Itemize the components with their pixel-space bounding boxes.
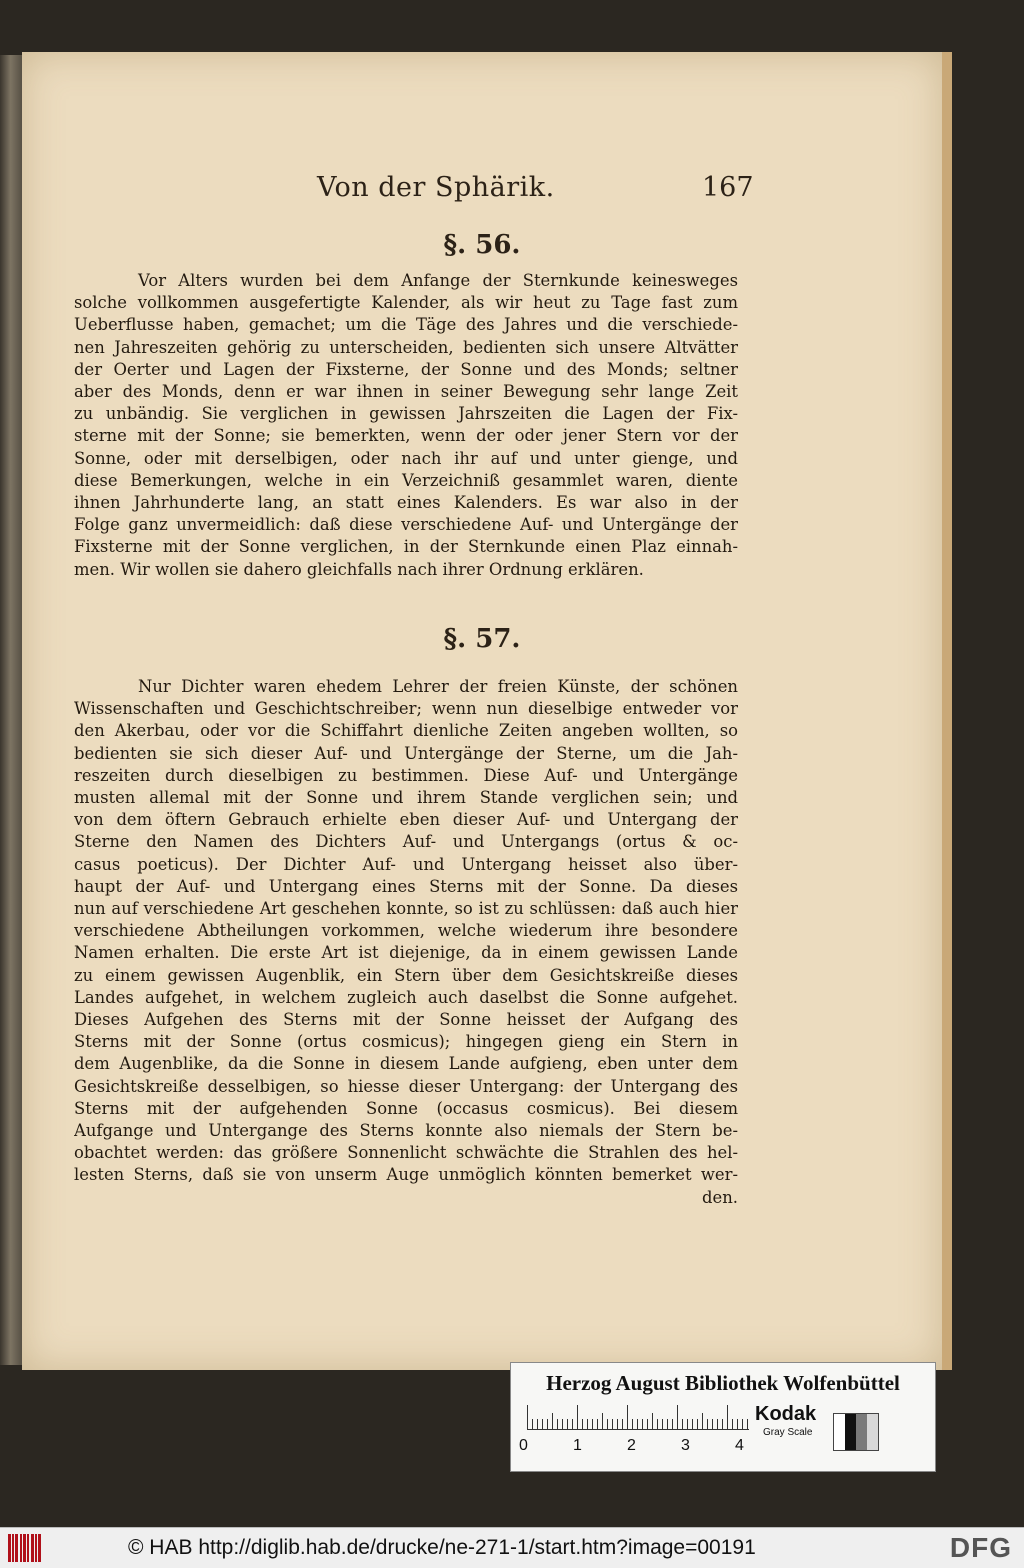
running-head-title: Von der Sphärik. [317,172,555,203]
barcode-bar [23,1534,26,1562]
text-line: Wissenschaften und Geschichtschreiber; wenn nun dieselbige entweder vor [74,699,738,719]
text-line: dem Augenblike, da die Sonne in diesem Lande aufgieng, eben unter dem [74,1054,738,1074]
running-head [22,172,942,212]
dfg-logo: DFG [949,1532,1012,1563]
ruler-number: 1 [573,1437,582,1454]
ruler-tick [537,1419,538,1429]
ruler-number: 4 [735,1437,744,1454]
text-line: Gesichtskreiße desselbigen, so hiesse dieser Untergang: der Untergang des [74,1076,738,1096]
text-line: den Akerbau, oder vor die Schiffahrt dienliche Zeiten angeben wollten, so [74,721,738,741]
text-line: verschiedene Abtheilungen vorkommen, welche wiederum ihre besondere [74,921,738,941]
text-line: haupt der Auf- und Untergang eines Sterns mit der Sonne. Da dieses [74,876,738,896]
ruler-tick [597,1419,598,1429]
ruler-number: 2 [627,1437,636,1454]
ruler-number: 3 [681,1437,690,1454]
gray-scale-label: Gray Scale [763,1427,813,1438]
section-57-text [74,676,738,1209]
ruler-tick [677,1405,678,1429]
ruler-tick [592,1419,593,1429]
barcode-bar [8,1534,11,1562]
text-line: Ueberflusse haben, gemachet; um die Täge des Jahres und die verschiede- [74,315,738,335]
ruler-tick [662,1419,663,1429]
ruler-number: 0 [519,1437,528,1454]
gray-scale-swatches [833,1413,879,1451]
ruler-tick [682,1419,683,1429]
ruler-tick [672,1419,673,1429]
library-label-card [510,1362,936,1472]
kodak-brand: Kodak [755,1403,817,1425]
text-line: diese Bemerkungen, welche in ein Verzeichniß gesammlet waren, diente [74,470,738,490]
ruler-tick [562,1419,563,1429]
ruler-tick [532,1419,533,1429]
swatch-gray [856,1414,867,1450]
ruler-numbers [519,1437,759,1459]
ruler-tick [687,1419,688,1429]
ruler-tick [567,1419,568,1429]
hab-barcode-icon [8,1534,42,1562]
text-line: ihnen Jahrhunderte lang, an statt eines Kalenders. Es war also in der [74,493,738,513]
ruler-tick [707,1419,708,1429]
text-line: Vor Alters wurden bei dem Anfange der Sternkunde keinesweges [138,271,738,290]
text-line: obachtet werden: das größere Sonnenlicht schwächte die Strahlen des hel- [74,1143,738,1163]
ruler-tick [737,1419,738,1429]
ruler-tick [617,1419,618,1429]
barcode-bar [38,1534,41,1562]
ruler-tick [697,1419,698,1429]
ruler-tick [527,1405,528,1429]
text-line: sterne mit der Sonne; sie bemerkten, wenn der oder jener Stern vor der [74,426,738,446]
section-heading-57: §. 57. [443,624,521,654]
ruler-tick [722,1419,723,1429]
ruler-tick [712,1419,713,1429]
swatch-white [834,1414,845,1450]
barcode-bar [15,1534,18,1562]
ruler-tick [542,1419,543,1429]
ruler-tick [732,1419,733,1429]
text-line: zu unbändig. Sie verglichen in gewissen Jahrszeiten die Lagen der Fix- [74,404,738,424]
swatch-black [845,1414,856,1450]
text-line: Nur Dichter waren ehedem Lehrer der freien Künste, der schönen [138,677,738,696]
section-56-text [74,270,738,581]
barcode-bar [35,1534,37,1562]
text-line: lesten Sterns, daß sie von unserm Auge unmöglich könnten bemerket wer- [74,1165,738,1185]
text-line: bedienten sie sich dieser Auf- und Untergänge der Sterne, um die Jah- [74,743,738,763]
footer-bar [0,1527,1024,1568]
ruler-tick [622,1419,623,1429]
ruler-tick [647,1419,648,1429]
text-line: von dem öftern Gebrauch erhielte eben dieser Auf- und Untergang der [74,810,738,830]
text-line: nen Jahreszeiten gehörig zu unterscheiden, bedienten sich unsere Altvätter [74,337,738,357]
ruler-tick [667,1419,668,1429]
text-line: reszeiten durch dieselbigen zu bestimmen. Diese Auf- und Untergänge [74,765,738,785]
ruler-tick [717,1419,718,1429]
ruler-tick [637,1419,638,1429]
footer-credit-link[interactable]: © HAB http://diglib.hab.de/drucke/ne-271-1/start.htm?image=00191 [128,1536,756,1559]
text-line: der Oerter und Lagen der Fixsterne, der Sonne und des Monds; seltner [74,359,738,379]
ruler-tick [572,1419,573,1429]
text-line: aber des Monds, denn er war ihnen in seiner Bewegung sehr lange Zeit [74,382,738,402]
ruler-scale [527,1403,749,1430]
ruler-tick [747,1419,748,1429]
book-page [22,52,952,1370]
ruler-tick [642,1419,643,1429]
page-number: 167 [702,172,754,203]
ruler-tick [727,1405,728,1429]
ruler-tick [657,1419,658,1429]
ruler-tick [577,1405,578,1429]
text-line: Sterne den Namen des Dichters Auf- und Untergangs (ortus & oc- [74,832,738,852]
ruler-tick [627,1405,628,1429]
ruler-tick [587,1419,588,1429]
ruler-tick [547,1419,548,1429]
section-heading-56: §. 56. [443,230,521,260]
text-line: Sterns mit der Sonne (ortus cosmicus); hingegen gieng ein Stern in [74,1032,738,1052]
library-name: Herzog August Bibliothek Wolfenbüttel [546,1371,900,1395]
text-line: Fixsterne mit der Sonne verglichen, in der Sternkunde einen Plaz einnah- [74,537,738,557]
ruler-tick [582,1419,583,1429]
ruler-tick [552,1413,553,1429]
text-line: Landes aufgehet, in welchem zugleich auch daselbst die Sonne aufgehet. [74,987,738,1007]
text-line: Aufgange und Untergange des Sterns konnte also niemals der Stern be- [74,1121,738,1141]
ruler-tick [602,1413,603,1429]
text-line: Sonne, oder mit derselbigen, oder nach ihr auf und unter gienge, und [74,448,738,468]
ruler-tick [557,1419,558,1429]
ruler-tick [632,1419,633,1429]
text-line: nun auf verschiedene Art geschehen konnte, so ist zu schlüssen: daß auch hier [74,899,738,919]
text-line: Dieses Aufgehen des Sterns mit der Sonne heisset der Aufgang des [74,1010,738,1030]
ruler-tick [652,1413,653,1429]
barcode-bar [20,1534,22,1562]
text-line: solche vollkommen ausgefertigte Kalender, als wir heut zu Tage fast zum [74,293,738,313]
ruler-tick [742,1419,743,1429]
text-line: casus poeticus). Der Dichter Auf- und Untergang heisset also über- [74,854,738,874]
text-line: Sterns mit der aufgehenden Sonne (occasus cosmicus). Bei diesem [74,1098,738,1118]
catchword: den. [702,1187,738,1207]
barcode-bar [12,1534,14,1562]
text-line: musten allemal mit der Sonne und ihrem Stande verglichen sein; und [74,788,738,808]
swatch-light-gray [867,1414,878,1450]
text-line: men. Wir wollen sie dahero gleichfalls nach ihrer Ordnung erklären. [74,559,644,579]
ruler-tick [612,1419,613,1429]
barcode-bar [27,1534,29,1562]
ruler-tick [692,1419,693,1429]
text-line: Folge ganz unvermeidlich: daß diese verschiedene Auf- und Untergänge der [74,515,738,535]
barcode-bar [31,1534,34,1562]
ruler-tick [702,1413,703,1429]
text-line: zu einem gewissen Augenblik, ein Stern über dem Gesichtskreiße dieses [74,965,738,985]
text-line: Namen erhalten. Die erste Art ist diejenige, da in einem gewissen Lande [74,943,738,963]
ruler-tick [607,1419,608,1429]
